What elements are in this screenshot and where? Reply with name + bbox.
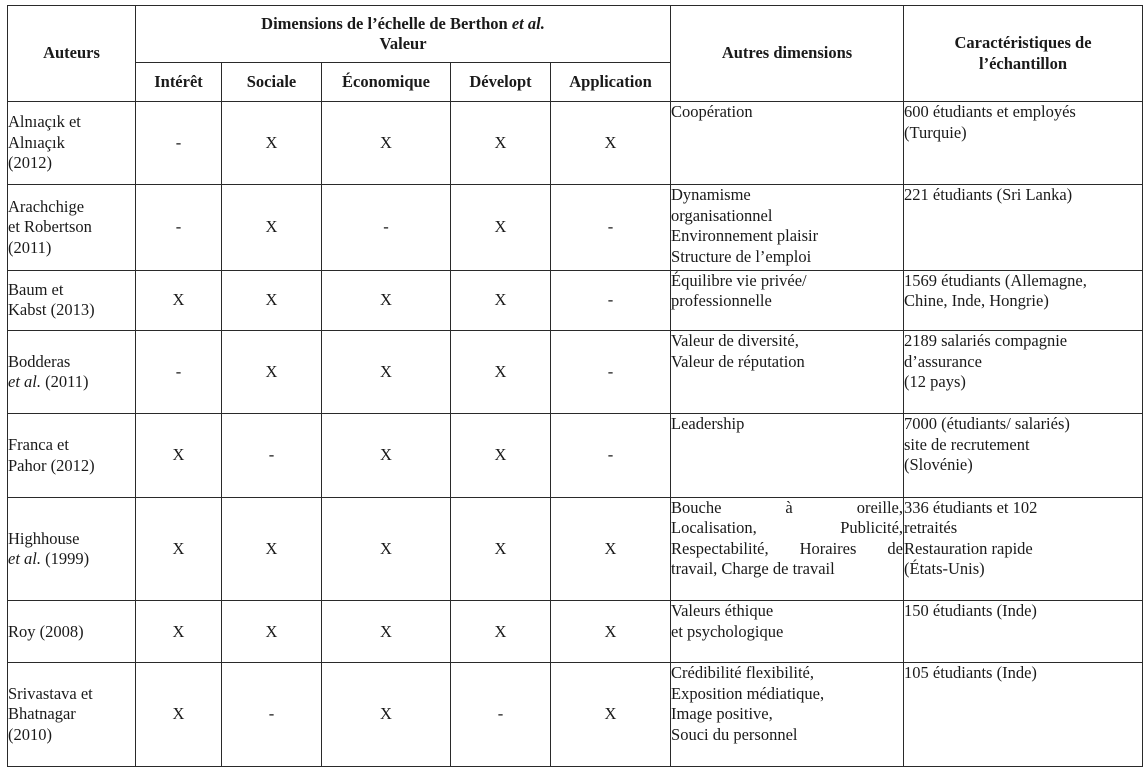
dimension-mark: X — [136, 663, 222, 767]
header-dim-sociale: Sociale — [222, 63, 322, 102]
dimension-mark: X — [136, 414, 222, 497]
author-line: et al. (1999) — [8, 549, 90, 569]
dimension-mark: - — [551, 414, 671, 497]
header-berthon-etal: et al. — [511, 13, 545, 33]
dimension-mark: X — [451, 497, 551, 601]
header-sample — [904, 6, 1143, 102]
author-cell — [8, 331, 136, 414]
table-row — [8, 331, 1143, 414]
other-dimension-line: Équilibre vie privée/ — [671, 270, 807, 290]
sample-line: (Turquie) — [904, 122, 967, 142]
sample-cell — [904, 497, 1143, 601]
sample-line: d’assurance — [904, 351, 982, 371]
author-cell — [8, 185, 136, 270]
author-cell — [8, 497, 136, 601]
dimension-mark: X — [322, 270, 451, 331]
other-dimension-line: Structure de l’emploi — [671, 246, 812, 266]
author-line: Franca et — [8, 435, 69, 455]
table-row — [8, 185, 1143, 270]
dimension-mark: X — [551, 663, 671, 767]
sample-line: Chine, Inde, Hongrie) — [904, 291, 1049, 311]
sample-cell — [904, 414, 1143, 497]
dimension-mark: - — [136, 102, 222, 185]
other-dimensions-cell — [671, 414, 904, 497]
other-dimension-line: Leadership — [671, 414, 745, 434]
author-line: Alnıaçık — [8, 132, 65, 152]
dimension-mark: X — [322, 497, 451, 601]
table-row — [8, 414, 1143, 497]
author-line: Arachchige — [8, 196, 85, 216]
table-row — [8, 663, 1143, 767]
other-dimensions-cell — [671, 497, 904, 601]
dimension-mark: X — [322, 102, 451, 185]
header-berthon-dimensions — [136, 6, 671, 63]
author-line: Highhouse — [8, 528, 80, 548]
dimension-mark: X — [222, 185, 322, 270]
other-dimension-line: Exposition médiatique, — [671, 683, 825, 703]
table-row — [8, 102, 1143, 185]
dimension-mark: - — [222, 414, 322, 497]
header-sample-line: Caractéristiques de — [954, 33, 1092, 52]
other-dimension-line: Image positive, — [671, 704, 773, 724]
dimension-mark: - — [551, 185, 671, 270]
other-dimension-line: Valeurs éthique — [671, 601, 774, 621]
other-dimensions-cell — [671, 663, 904, 767]
other-dimension-line: Valeur de réputation — [671, 351, 805, 371]
dimension-mark: X — [451, 185, 551, 270]
sample-cell — [904, 185, 1143, 270]
other-dimension-line: Dynamisme — [671, 185, 751, 205]
header-dim-developt: Dévelopt — [451, 63, 551, 102]
dimension-mark: - — [136, 331, 222, 414]
other-dimension-line: Localisation, Publicité, — [671, 518, 904, 538]
dimension-mark: X — [551, 601, 671, 663]
header-berthon-title: Dimensions de l’échelle de Berthon — [261, 13, 512, 33]
author-line: (2010) — [8, 724, 52, 744]
author-line: (2012) — [8, 153, 52, 173]
header-dim-application: Application — [551, 63, 671, 102]
author-etal: et al. — [8, 372, 41, 392]
sample-line: (Slovénie) — [904, 455, 973, 475]
author-line: Bodderas — [8, 351, 71, 371]
dimension-mark: X — [551, 102, 671, 185]
author-cell — [8, 601, 136, 663]
dimension-mark: X — [322, 663, 451, 767]
table-row — [8, 270, 1143, 331]
sample-line: 2189 salariés compagnie — [904, 331, 1068, 351]
other-dimension-line: et psychologique — [671, 621, 784, 641]
other-dimension-line: Valeur de diversité, — [671, 331, 799, 351]
sample-cell — [904, 663, 1143, 767]
other-dimensions-cell — [671, 331, 904, 414]
dimension-mark: X — [222, 270, 322, 331]
sample-line: 221 étudiants (Sri Lanka) — [904, 185, 1073, 205]
sample-cell — [904, 601, 1143, 663]
dimension-mark: X — [451, 270, 551, 331]
dimension-mark: X — [451, 601, 551, 663]
sample-cell — [904, 102, 1143, 185]
author-line: (2011) — [8, 237, 52, 257]
header-dim-interet: Intérêt — [136, 63, 222, 102]
author-line: Pahor (2012) — [8, 455, 95, 475]
author-line: Bhatnagar — [8, 704, 76, 724]
dimension-mark: X — [322, 601, 451, 663]
dimension-mark: X — [222, 331, 322, 414]
other-dimension-line: Bouche à oreille, — [671, 497, 904, 517]
dimension-mark: - — [322, 185, 451, 270]
author-line: et al. (2011) — [8, 372, 89, 392]
author-etal: et al. — [8, 549, 41, 569]
sample-line: Restauration rapide — [904, 538, 1033, 558]
dimension-mark: X — [551, 497, 671, 601]
author-line: Baum et — [8, 279, 64, 299]
sample-line: retraités — [904, 518, 958, 538]
header-other-dimensions: Autres dimensions — [671, 6, 904, 102]
other-dimensions-cell — [671, 601, 904, 663]
author-line: Kabst (2013) — [8, 300, 95, 320]
dimension-mark: X — [222, 102, 322, 185]
sample-cell — [904, 270, 1143, 331]
dimension-mark: - — [451, 663, 551, 767]
other-dimension-line: professionnelle — [671, 291, 772, 311]
author-line: Srivastava et — [8, 683, 93, 703]
author-cell — [8, 414, 136, 497]
table-row — [8, 497, 1143, 601]
author-line: Alnıaçık et — [8, 112, 81, 132]
author-cell — [8, 270, 136, 331]
dimension-mark: - — [551, 270, 671, 331]
other-dimensions-cell — [671, 270, 904, 331]
sample-line: 600 étudiants et employés — [904, 102, 1076, 121]
header-authors: Auteurs — [8, 6, 136, 102]
dimension-mark: - — [551, 331, 671, 414]
header-valeur: Valeur — [379, 34, 427, 53]
sample-line: site de recrutement — [904, 434, 1030, 454]
dimension-mark: X — [222, 497, 322, 601]
author-cell — [8, 663, 136, 767]
dimension-mark: X — [136, 601, 222, 663]
header-sample-line: l’échantillon — [979, 53, 1068, 73]
sample-line: 336 étudiants et 102 — [904, 497, 1038, 517]
other-dimension-line: Coopération — [671, 102, 753, 121]
other-dimension-line: Souci du personnel — [671, 724, 798, 744]
sample-line: 7000 (étudiants/ salariés) — [904, 414, 1070, 434]
dimension-mark: X — [136, 270, 222, 331]
review-table — [7, 5, 1143, 767]
header-dim-economique: Économique — [322, 63, 451, 102]
dimension-mark: - — [222, 663, 322, 767]
other-dimension-line: Respectabilité, Horaires de — [671, 538, 904, 558]
dimension-mark: - — [136, 185, 222, 270]
dimension-mark: X — [451, 102, 551, 185]
dimension-mark: X — [451, 331, 551, 414]
dimension-mark: X — [222, 601, 322, 663]
other-dimension-line: Environnement plaisir — [671, 226, 819, 246]
sample-cell — [904, 331, 1143, 414]
author-line: Roy (2008) — [8, 621, 84, 641]
table-row — [8, 601, 1143, 663]
sample-line: 105 étudiants (Inde) — [904, 663, 1037, 683]
dimension-mark: X — [451, 414, 551, 497]
other-dimension-line: travail, Charge de travail — [671, 559, 835, 579]
sample-line: (12 pays) — [904, 372, 966, 392]
dimension-mark: X — [322, 331, 451, 414]
table-body — [8, 102, 1143, 767]
author-cell — [8, 102, 136, 185]
sample-line: 1569 étudiants (Allemagne, — [904, 270, 1087, 290]
sample-line: (États-Unis) — [904, 559, 985, 579]
author-line: et Robertson — [8, 217, 92, 237]
other-dimensions-cell — [671, 102, 904, 185]
other-dimension-line: organisationnel — [671, 205, 773, 225]
other-dimension-line: Crédibilité flexibilité, — [671, 663, 814, 683]
dimension-mark: X — [322, 414, 451, 497]
sample-line: 150 étudiants (Inde) — [904, 601, 1037, 621]
dimension-mark: X — [136, 497, 222, 601]
other-dimensions-cell — [671, 185, 904, 270]
